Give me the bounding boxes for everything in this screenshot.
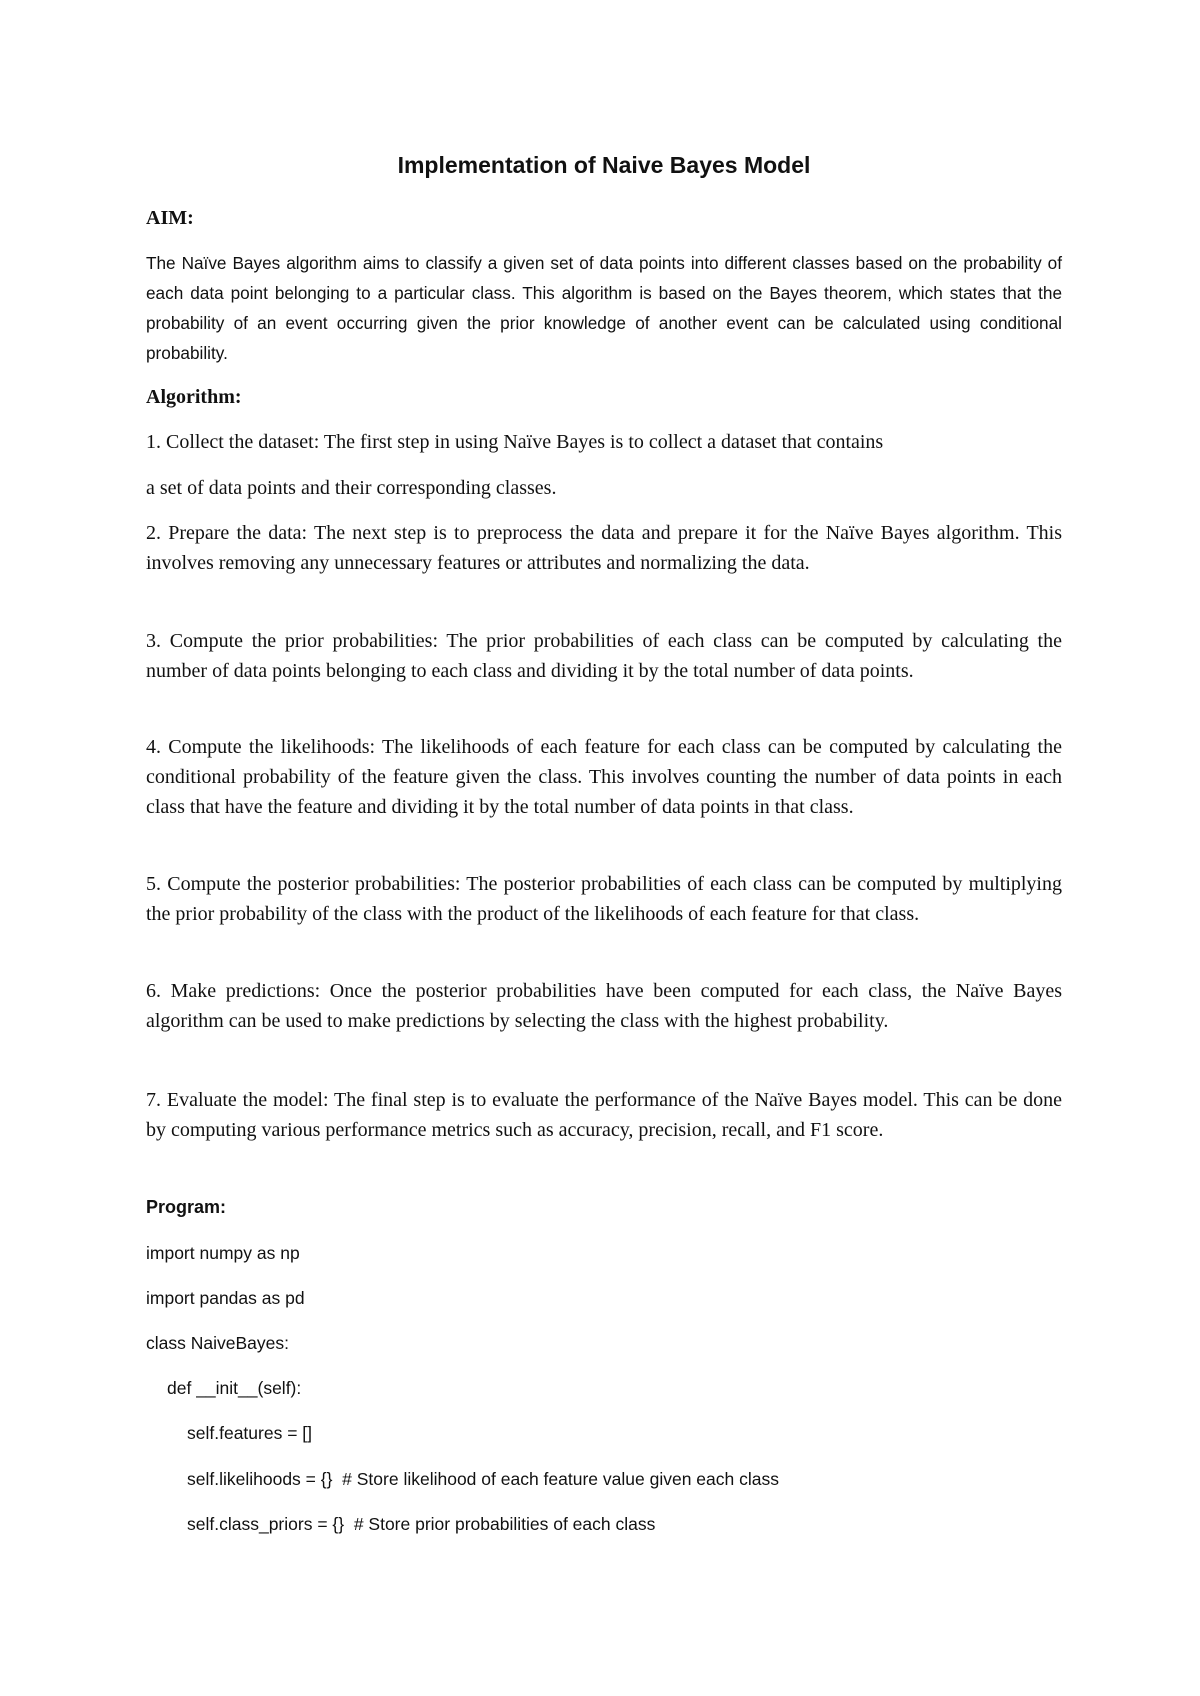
code-line: import pandas as pd: [146, 1288, 305, 1308]
code-line: self.features = []: [187, 1423, 312, 1443]
algorithm-step-7: 7. Evaluate the model: The final step is to evaluate the performance of the Naïve Bayes model. This can be done by computing various performance metrics such as accuracy, precision, recall, and F1 score.: [146, 1089, 1062, 1141]
algorithm-step-1: 1. Collect the dataset: The first step in using Naïve Bayes is to collect a dataset that contains: [146, 431, 884, 453]
algorithm-step-1-continued: a set of data points and their corresponding classes.: [146, 477, 557, 499]
document-title: Implementation of Naive Bayes Model: [397, 152, 811, 178]
algorithm-step-5: 5. Compute the posterior probabilities: The posterior probabilities of each class can be computed by multiplying the prior probability of the class with the product of the likelihoods of each feature for that class.: [146, 873, 1062, 925]
code-line: import numpy as np: [146, 1243, 300, 1263]
algorithm-step-4: 4. Compute the likelihoods: The likelihoods of each feature for each class can be computed by calculating the conditional probability of the feature given the class. This involves counting the number of data points in each class that have the feature and dividing it by the total number of data points in that class.: [146, 736, 1062, 818]
algorithm-step-3: 3. Compute the prior probabilities: The prior probabilities of each class can be computed by calculating the number of data points belonging to each class and dividing it by the total number of data points.: [146, 630, 1062, 682]
algorithm-heading: Algorithm:: [146, 386, 242, 408]
code-line: self.likelihoods = {} # Store likelihood of each feature value given each class: [187, 1469, 779, 1489]
aim-paragraph: The Naïve Bayes algorithm aims to classify a given set of data points into different classes based on the probability of each data point belonging to a particular class. This algorithm is based on the Bayes theorem, which states that the probability of an event occurring given the prior knowledge of another event can be calculated using conditional probability.: [146, 253, 1062, 363]
program-heading: Program:: [146, 1197, 227, 1217]
code-line: class NaiveBayes:: [146, 1333, 289, 1353]
aim-heading: AIM:: [146, 207, 194, 229]
code-line: self.class_priors = {} # Store prior probabilities of each class: [187, 1514, 656, 1534]
algorithm-step-6: 6. Make predictions: Once the posterior probabilities have been computed for each class, the Naïve Bayes algorithm can be used to make predictions by selecting the class with the highest probability.: [146, 980, 1062, 1032]
algorithm-step-2: 2. Prepare the data: The next step is to preprocess the data and prepare it for the Naïve Bayes algorithm. This involves removing any unnecessary features or attributes and normalizing the data.: [146, 522, 1062, 574]
code-line: def __init__(self):: [167, 1378, 302, 1398]
